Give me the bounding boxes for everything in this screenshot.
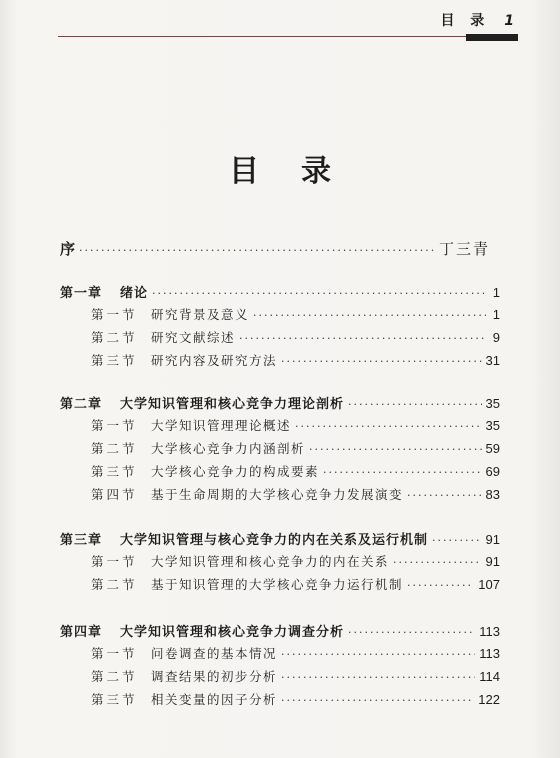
header-rule bbox=[58, 36, 516, 37]
dot-leader bbox=[239, 332, 486, 345]
section-title: 大学核心竞争力内涵剖析 bbox=[151, 441, 306, 456]
dot-leader bbox=[253, 309, 486, 322]
chapter-title: 大学知识管理和核心竞争力调查分析 bbox=[120, 625, 345, 640]
dot-leader bbox=[323, 466, 482, 479]
preface-label: 序 bbox=[60, 240, 76, 258]
section-title: 大学知识管理理论概述 bbox=[151, 418, 292, 433]
toc-section-entry[interactable] bbox=[60, 644, 500, 667]
chapter-label: 第一章 bbox=[60, 286, 103, 301]
dot-leader bbox=[348, 626, 475, 639]
toc-section-entry[interactable] bbox=[60, 462, 500, 485]
toc-section-entry[interactable] bbox=[60, 575, 500, 598]
section-label: 第三节 bbox=[91, 353, 138, 368]
toc-preface-entry[interactable] bbox=[60, 238, 490, 259]
section-page-number: 69 bbox=[485, 464, 500, 479]
dot-leader bbox=[281, 355, 482, 368]
section-page-number: 31 bbox=[485, 353, 500, 368]
toc-section-entry[interactable] bbox=[60, 328, 500, 351]
toc-chapter-entry[interactable] bbox=[60, 529, 500, 552]
toc-section-entry[interactable] bbox=[60, 305, 500, 328]
toc-chapter bbox=[60, 621, 500, 713]
dot-leader bbox=[407, 579, 474, 592]
dot-leader bbox=[348, 398, 482, 411]
section-page-number: 91 bbox=[485, 554, 500, 569]
dot-leader bbox=[432, 534, 482, 547]
toc-section-entry[interactable] bbox=[60, 439, 500, 462]
toc-chapter-entry[interactable] bbox=[60, 282, 500, 305]
section-label: 第四节 bbox=[91, 487, 138, 502]
dot-leader bbox=[152, 287, 486, 300]
section-title: 相关变量的因子分析 bbox=[151, 692, 278, 707]
section-page-number: 1 bbox=[492, 307, 500, 322]
dot-leader bbox=[407, 489, 482, 502]
dot-leader bbox=[281, 648, 475, 661]
section-label: 第三节 bbox=[91, 464, 138, 479]
toc-section-entry[interactable] bbox=[60, 485, 500, 508]
section-label: 第一节 bbox=[91, 554, 138, 569]
section-page-number: 107 bbox=[478, 577, 500, 592]
chapter-title: 绪论 bbox=[120, 286, 149, 301]
section-title: 研究内容及研究方法 bbox=[151, 353, 278, 368]
page-title: 目录 bbox=[229, 154, 373, 189]
section-label: 第一节 bbox=[91, 307, 138, 322]
dot-leader bbox=[281, 694, 474, 707]
section-label: 第二节 bbox=[91, 330, 138, 345]
toc-section-entry[interactable] bbox=[60, 552, 500, 575]
section-title: 问卷调查的基本情况 bbox=[151, 646, 278, 661]
section-title: 研究文献综述 bbox=[151, 330, 236, 345]
dot-leader bbox=[309, 443, 482, 456]
toc-section-entry[interactable] bbox=[60, 351, 500, 374]
section-label: 第二节 bbox=[91, 577, 138, 592]
section-title: 调查结果的初步分析 bbox=[151, 669, 278, 684]
section-page-number: 9 bbox=[492, 330, 500, 345]
section-page-number: 83 bbox=[485, 487, 500, 502]
toc-chapter bbox=[60, 282, 500, 374]
chapter-page-number: 91 bbox=[485, 532, 500, 547]
preface-author: 丁三青 bbox=[438, 240, 490, 258]
chapter-title: 大学知识管理与核心竞争力的内在关系及运行机制 bbox=[120, 533, 429, 548]
running-head-page-number: 1 bbox=[504, 13, 516, 29]
toc-section-entry[interactable] bbox=[60, 690, 500, 713]
section-title: 基于生命周期的大学核心竞争力发展演变 bbox=[151, 487, 404, 502]
chapter-title: 大学知识管理和核心竞争力理论剖析 bbox=[120, 397, 345, 412]
section-page-number: 59 bbox=[485, 441, 500, 456]
section-label: 第一节 bbox=[91, 646, 138, 661]
section-label: 第二节 bbox=[91, 441, 138, 456]
dot-leader bbox=[281, 671, 475, 684]
toc-chapter-entry[interactable] bbox=[60, 393, 500, 416]
chapter-label: 第二章 bbox=[60, 397, 103, 412]
toc-chapter bbox=[60, 529, 500, 598]
section-page-number: 113 bbox=[479, 646, 500, 661]
toc-chapter bbox=[60, 393, 500, 508]
section-title: 研究背景及意义 bbox=[151, 307, 250, 322]
toc-chapter-entry[interactable] bbox=[60, 621, 500, 644]
chapter-page-number: 1 bbox=[492, 285, 500, 300]
section-title: 大学知识管理和核心竞争力的内在关系 bbox=[151, 554, 390, 569]
dot-leader bbox=[295, 420, 482, 433]
section-page-number: 35 bbox=[485, 418, 500, 433]
running-head-title: 目 录 bbox=[440, 13, 487, 29]
section-title: 基于知识管理的大学核心竞争力运行机制 bbox=[151, 577, 404, 592]
chapter-label: 第三章 bbox=[60, 533, 103, 548]
section-page-number: 114 bbox=[479, 669, 500, 684]
section-label: 第二节 bbox=[91, 669, 138, 684]
toc-section-entry[interactable] bbox=[60, 416, 500, 439]
chapter-label: 第四章 bbox=[60, 625, 103, 640]
section-title: 大学核心竞争力的构成要素 bbox=[151, 464, 320, 479]
header-rule-bar bbox=[466, 34, 518, 41]
toc-section-entry[interactable] bbox=[60, 667, 500, 690]
section-label: 第三节 bbox=[91, 692, 138, 707]
dot-leader bbox=[393, 556, 482, 569]
running-head bbox=[441, 10, 517, 30]
section-label: 第一节 bbox=[91, 418, 138, 433]
chapter-page-number: 35 bbox=[485, 396, 500, 411]
section-page-number: 122 bbox=[478, 692, 500, 707]
chapter-page-number: 113 bbox=[479, 624, 500, 639]
dot-leader bbox=[79, 244, 435, 257]
